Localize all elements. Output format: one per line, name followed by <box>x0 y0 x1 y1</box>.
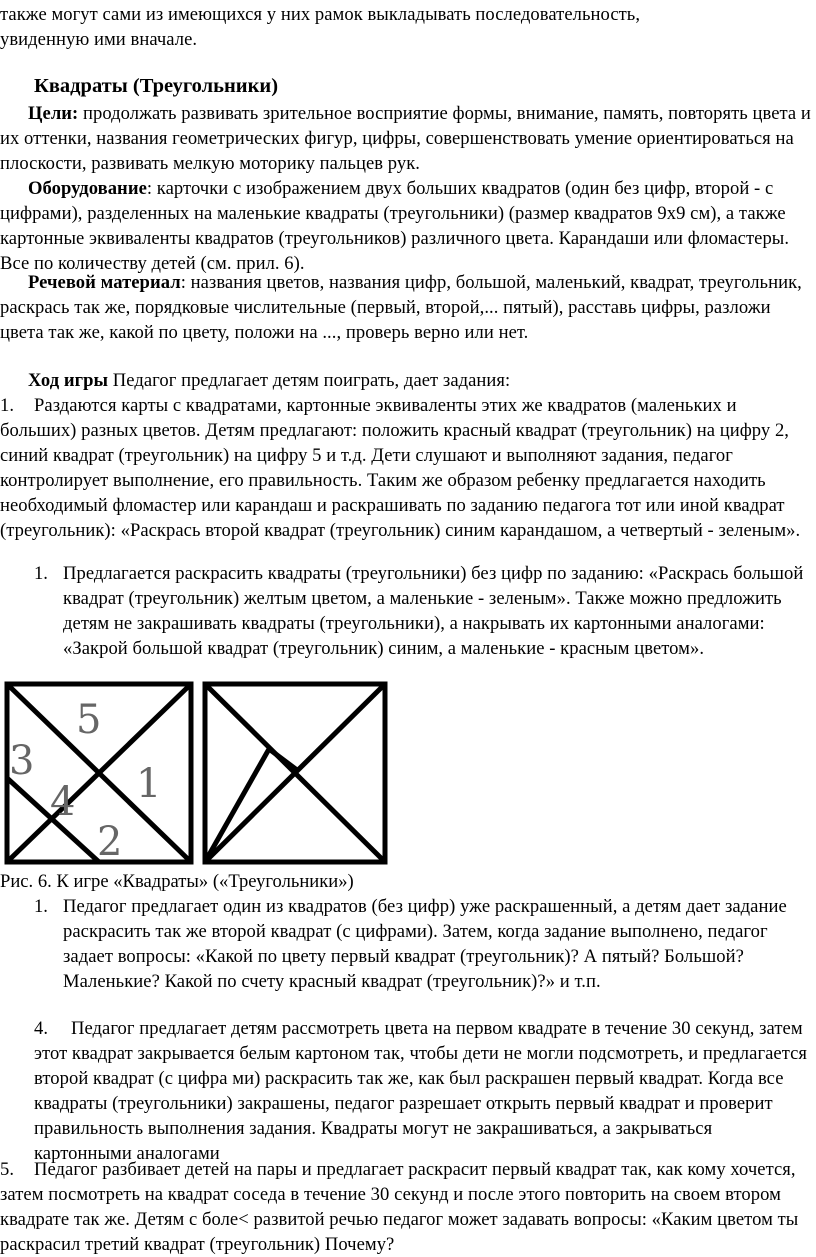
list-item-1 <box>0 393 812 543</box>
goals-label: Цели: <box>28 103 79 124</box>
equipment-paragraph <box>0 176 812 276</box>
equipment-label: Оборудование <box>28 178 147 199</box>
list-item-3-text: Педагог предлагает один из квадратов (без цифр) уже раскрашенный, а детям дает задание раскрасить так же второй квадрат (с цифрами). Затем, когда задание выполнено, педагог задает вопросы: «Какой по цвету первый квадрат (треугольник)? А пятый? Большой? Маленькие? Какой по счету красный квадрат (треугольник)?» и т.п. <box>63 896 787 992</box>
figure-digit-2: 2 <box>97 819 123 865</box>
list-item-4-text: Педагог предлагает детям рассмотреть цвета на первом квадрате в течение 30 секунд, затем этот квадрат закрывается белым картоном так, чтобы дети не могли подсмотреть, и предлагается второй квадрат (с цифра ми) раскрасить так же, как был раскрашен первый квадрат. Когда все квадраты (треугольники) закрашены, педагог разрешает открыть первый квадрат и проверит правильность выполнения задания. Квадраты могут не закрашиваться, а закрываться картонными аналогами <box>34 1018 808 1164</box>
intro-paragraph <box>0 2 812 52</box>
speech-label: Речевой материал <box>28 272 181 293</box>
list-item-5 <box>0 1157 812 1257</box>
list-item-3-number: 1. <box>34 896 48 917</box>
course-text: Педагог предлагает детям поиграть, дает задания: <box>108 370 511 391</box>
intro-line-2: увиденную ими вначале. <box>0 29 198 50</box>
list-item-2-number: 1. <box>34 563 48 584</box>
figure-digit-4: 4 <box>50 779 76 825</box>
course-paragraph <box>0 368 812 393</box>
speech-paragraph <box>0 270 812 345</box>
list-item-4-number: 4. <box>34 1018 49 1039</box>
intro-line-1: также могут сами из имеющихся у них рамок выкладывать последовательность, <box>0 4 641 25</box>
goals-text: продолжать развивать зрительное восприятие формы, внимание, память, повторять цвета и их оттенки, названия геометрических фигур, цифры, совершенствовать умение ориентироваться на плоскости, развивать мелкую моторику пальцев рук. <box>0 103 811 174</box>
speech-text: : названия цветов, названия цифр, большой, маленький, квадрат, треугольник, раскрась так же, порядковые числительные (первый, второй,... пятый), расставь цифры, разложи цвета так же, какой по цвету, положи на ..., проверь верно или нет. <box>0 272 802 343</box>
equipment-text: : карточки с изображением двух больших квадратов (один без цифр, второй - с цифрами), разделенных на маленькие квадраты (треугольники) (размер квадратов 9x9 см), а также картонные эквиваленты квадратов (треугольников) различного цвета. Карандаши или фломастеры. Все по количеству детей (см. прил. 6). <box>0 178 790 274</box>
list-item-1-number: 1. <box>0 395 15 416</box>
list-item-5-number: 5. <box>0 1159 15 1180</box>
list-item-2-text: Предлагается раскрасить квадраты (треугольники) без цифр по заданию: «Раскрась большой квадрат (треугольник) желтым цветом, а маленькие - зеленым». Также можно предложить детям не закрашивать квадраты (треугольники), а накрывать их картонными аналогами: «Закрой большой квадрат (треугольник) синим, а маленькие - красным цветом». <box>63 563 804 659</box>
figure-digit-1: 1 <box>136 761 162 807</box>
figure-digit-3: 3 <box>9 738 35 784</box>
section-heading: Квадраты (Треугольники) <box>34 75 279 97</box>
figure-caption: Рис. 6. К игре «Квадраты» («Треугольники») <box>0 871 354 892</box>
list-item-4-paragraph <box>34 1016 812 1166</box>
list-item-1-text: Раздаются карты с квадратами, картонные эквиваленты этих же квадратов (маленьких и больших) разных цветов. Детям предлагают: положить красный квадрат (треугольник) на цифру 2, синий квадрат (треугольник) на цифру 5 и т.д. Дети слушают и выполняют задания, педагог контролирует выполнение, его правильность. Таким же образом ребенку предлагается находить необходимый фломастер или карандаш и раскрашивать по заданию педагога тот или иной квадрат (треугольник): «Раскрась второй квадрат (треугольник) синим карандашом, а четвертый - зеленым». <box>0 395 801 541</box>
squares-figure <box>0 678 420 868</box>
course-label: Ход игры <box>28 370 109 391</box>
list-item-5-text: Педагог разбивает детей на пары и предлагает раскрасит первый квадрат так, как кому хочется, затем посмотреть на квадрат соседа в течение 30 секунд и после этого повторить на своем втором квадрате так же. Детям с боле< развитой речью педагог может задавать вопросы: «Каким цветом ты раскрасил третий квадрат (треугольник) Почему? <box>0 1159 799 1255</box>
figure-digit-5: 5 <box>76 697 102 743</box>
goals-paragraph <box>0 101 812 176</box>
